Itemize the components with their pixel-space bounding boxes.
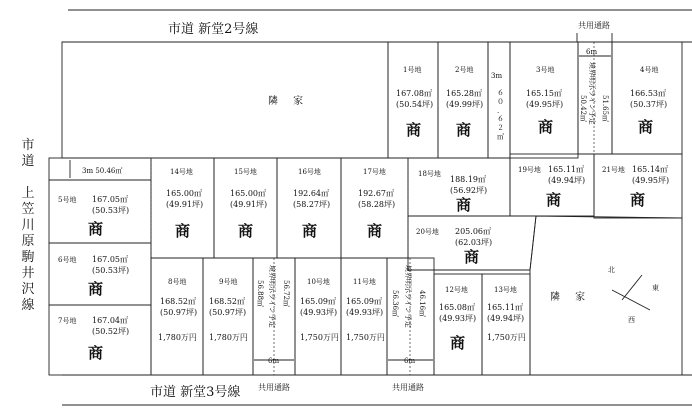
svg-text:６: ６ <box>497 89 504 97</box>
mid-path-left-area: 56.88㎡ <box>256 280 264 308</box>
compass <box>608 265 659 324</box>
compass-east: 東 <box>652 284 659 292</box>
svg-text:(49.94坪): (49.94坪) <box>487 314 525 323</box>
lot-label-2 <box>446 65 483 139</box>
svg-text:12号地: 12号地 <box>445 286 468 294</box>
svg-text:商: 商 <box>302 222 318 240</box>
boundary-note-text: 境界明示ライン予定 <box>588 62 596 125</box>
lot-label-15 <box>230 167 267 240</box>
svg-text:(50.52坪): (50.52坪) <box>92 327 130 336</box>
lot-label-17 <box>358 167 395 240</box>
north-path-left-area: 50.42㎡ <box>579 95 587 123</box>
svg-text:(50.53坪): (50.53坪) <box>92 266 130 275</box>
svg-text:(56.92坪): (56.92坪) <box>450 186 488 195</box>
svg-text:商: 商 <box>638 118 654 136</box>
lot-label-4 <box>630 65 667 136</box>
svg-text:商: 商 <box>464 248 480 266</box>
compass-north: 北 <box>608 266 615 274</box>
svg-text:商: 商 <box>238 222 254 240</box>
svg-text:(50.97坪): (50.97坪) <box>209 308 247 317</box>
east-path-left-area: 56.36㎡ <box>391 290 399 318</box>
svg-text:2号地: 2号地 <box>455 66 474 74</box>
svg-text:(49.93坪): (49.93坪) <box>439 314 477 323</box>
shared-path-label-east: 共用通路 <box>392 383 424 392</box>
svg-text:21号地: 21号地 <box>602 166 625 174</box>
east-path-right-area: 46.16㎡ <box>418 290 426 318</box>
lot-label-13 <box>487 285 526 342</box>
svg-text:165.11㎡: 165.11㎡ <box>487 303 523 312</box>
svg-text:商: 商 <box>88 344 104 362</box>
svg-text:8号地: 8号地 <box>168 278 187 286</box>
svg-text:商: 商 <box>538 118 554 136</box>
svg-text:商: 商 <box>406 121 422 139</box>
lot-label-14 <box>166 167 203 240</box>
svg-text:1,750万円: 1,750万円 <box>487 333 526 342</box>
lot-label-19 <box>518 165 585 209</box>
boundary-note-east <box>391 265 427 328</box>
svg-text:(49.95坪): (49.95坪) <box>632 176 670 185</box>
svg-text:9号地: 9号地 <box>219 278 238 286</box>
lot-label-1 <box>396 65 433 139</box>
svg-text:(49.93坪): (49.93坪) <box>346 308 384 317</box>
svg-text:165.14㎡: 165.14㎡ <box>632 165 668 174</box>
svg-text:商: 商 <box>450 334 466 352</box>
svg-text:(58.27坪): (58.27坪) <box>293 200 331 209</box>
boundary-note-text: 境界明示ライン予定 <box>268 265 276 328</box>
svg-text:商: 商 <box>456 196 472 214</box>
svg-text:20号地: 20号地 <box>416 228 439 236</box>
svg-text:(49.99坪): (49.99坪) <box>446 100 484 109</box>
svg-text:(49.93坪): (49.93坪) <box>300 308 338 317</box>
svg-text:165.15㎡: 165.15㎡ <box>526 89 562 98</box>
svg-text:(50.37坪): (50.37坪) <box>630 100 668 109</box>
svg-text:167.05㎡: 167.05㎡ <box>92 255 128 264</box>
svg-text:205.06㎡: 205.06㎡ <box>455 227 491 236</box>
compass-needle <box>612 290 650 310</box>
svg-text:4号地: 4号地 <box>640 66 659 74</box>
shared-path-label-north: 共用通路 <box>578 21 610 30</box>
svg-text:18号地: 18号地 <box>418 170 441 178</box>
svg-text:16号地: 16号地 <box>298 168 321 176</box>
svg-text:7号地: 7号地 <box>58 317 77 325</box>
svg-text:６: ６ <box>497 115 504 123</box>
lot-label-6 <box>58 255 129 298</box>
svg-text:5号地: 5号地 <box>58 196 77 204</box>
dim-6m-north: 6m <box>586 48 598 56</box>
svg-text:０: ０ <box>497 98 504 106</box>
lot-label-18 <box>418 169 487 214</box>
svg-text:２: ２ <box>497 124 504 132</box>
svg-text:165.00㎡: 165.00㎡ <box>230 189 266 198</box>
lot-label-12 <box>439 285 476 352</box>
svg-text:3号地: 3号地 <box>536 66 555 74</box>
svg-text:167.05㎡: 167.05㎡ <box>92 195 128 204</box>
svg-text:14号地: 14号地 <box>170 168 193 176</box>
lot-label-20 <box>416 227 492 266</box>
neighbor-north-label: 隣 家 <box>268 96 310 107</box>
svg-text:13号地: 13号地 <box>494 286 517 294</box>
svg-text:188.19㎡: 188.19㎡ <box>450 175 486 184</box>
lot-label-16 <box>293 167 330 240</box>
svg-text:(62.03坪): (62.03坪) <box>455 238 493 247</box>
svg-text:(49.94坪): (49.94坪) <box>548 176 586 185</box>
svg-text:11号地: 11号地 <box>353 278 376 286</box>
lot-label-3 <box>526 65 563 136</box>
svg-text:(50.97坪): (50.97坪) <box>160 308 198 317</box>
dim-6m-mid: 6m <box>268 357 280 365</box>
north-road-label: 市道 新堂2号線 <box>168 22 259 37</box>
svg-text:(50.53坪): (50.53坪) <box>92 206 130 215</box>
svg-text:(49.91坪): (49.91坪) <box>230 200 268 209</box>
west-road-label: 市 道 上 笠 川 原 駒 井 沢 線 <box>21 138 35 313</box>
dim-3m-north: 3m <box>491 72 503 80</box>
svg-text:1,750万円: 1,750万円 <box>300 333 339 342</box>
svg-text:1,780万円: 1,780万円 <box>209 333 248 342</box>
svg-text:168.52㎡: 168.52㎡ <box>160 297 196 306</box>
svg-text:(49.91坪): (49.91坪) <box>166 200 204 209</box>
svg-text:165.09㎡: 165.09㎡ <box>346 297 382 306</box>
svg-text:165.28㎡: 165.28㎡ <box>446 89 482 98</box>
lot-label-8 <box>158 277 197 342</box>
lot-label-9 <box>209 277 248 342</box>
svg-text:商: 商 <box>367 222 383 240</box>
svg-text:165.11㎡: 165.11㎡ <box>548 165 584 174</box>
neighbor-east-label: 隣 家 <box>550 292 592 303</box>
svg-text:商: 商 <box>88 220 104 238</box>
svg-text:商: 商 <box>175 222 191 240</box>
svg-text:167.08㎡: 167.08㎡ <box>396 89 432 98</box>
svg-text:19号地: 19号地 <box>518 166 541 174</box>
svg-text:(49.95坪): (49.95坪) <box>526 100 564 109</box>
svg-text:商: 商 <box>630 191 646 209</box>
compass-west: 西 <box>628 316 635 324</box>
south-road-label: 市道 新堂3号線 <box>150 385 241 400</box>
svg-text:商: 商 <box>88 280 104 298</box>
lot-label-11 <box>346 277 385 342</box>
svg-text:165.09㎡: 165.09㎡ <box>300 297 336 306</box>
svg-text:10号地: 10号地 <box>307 278 330 286</box>
dim-3m-west: 3m 50.46㎡ <box>82 167 123 175</box>
svg-text:1,780万円: 1,780万円 <box>158 333 197 342</box>
neighbor-north-block <box>62 42 388 158</box>
svg-text:1号地: 1号地 <box>403 66 422 74</box>
svg-text:167.04㎡: 167.04㎡ <box>92 316 128 325</box>
boundary-note-north <box>579 62 610 125</box>
dim-60-62 <box>497 89 504 141</box>
svg-text:6号地: 6号地 <box>58 256 77 264</box>
svg-text:㎡: ㎡ <box>497 133 504 141</box>
svg-text:165.00㎡: 165.00㎡ <box>166 189 202 198</box>
mid-path-right-area: 56.72㎡ <box>282 280 290 308</box>
svg-text:15号地: 15号地 <box>234 168 257 176</box>
boundary-note-text: 境界明示ライン予定 <box>404 265 412 328</box>
lot-label-21 <box>602 165 669 209</box>
dim-6m-east: 6m <box>404 357 416 365</box>
svg-text:166.53㎡: 166.53㎡ <box>630 89 666 98</box>
svg-text:168.52㎡: 168.52㎡ <box>209 297 245 306</box>
svg-text:165.08㎡: 165.08㎡ <box>439 303 475 312</box>
svg-text:商: 商 <box>456 121 472 139</box>
lot-label-5 <box>58 195 129 238</box>
svg-text:.: . <box>497 107 500 115</box>
lot-label-10 <box>300 277 339 342</box>
svg-text:1,750万円: 1,750万円 <box>346 333 385 342</box>
boundary-note-mid <box>256 265 291 328</box>
svg-text:(58.28坪): (58.28坪) <box>358 200 396 209</box>
svg-text:192.67㎡: 192.67㎡ <box>358 189 394 198</box>
north-path-right-area: 51.65㎡ <box>601 95 609 123</box>
compass-needle <box>622 275 642 300</box>
svg-text:192.64㎡: 192.64㎡ <box>293 189 329 198</box>
lot-4 <box>612 42 682 154</box>
svg-text:(50.54坪): (50.54坪) <box>396 100 434 109</box>
svg-text:商: 商 <box>546 191 562 209</box>
shared-path-label-mid: 共用通路 <box>258 383 290 392</box>
svg-text:17号地: 17号地 <box>363 168 386 176</box>
lot-label-7 <box>58 316 129 362</box>
